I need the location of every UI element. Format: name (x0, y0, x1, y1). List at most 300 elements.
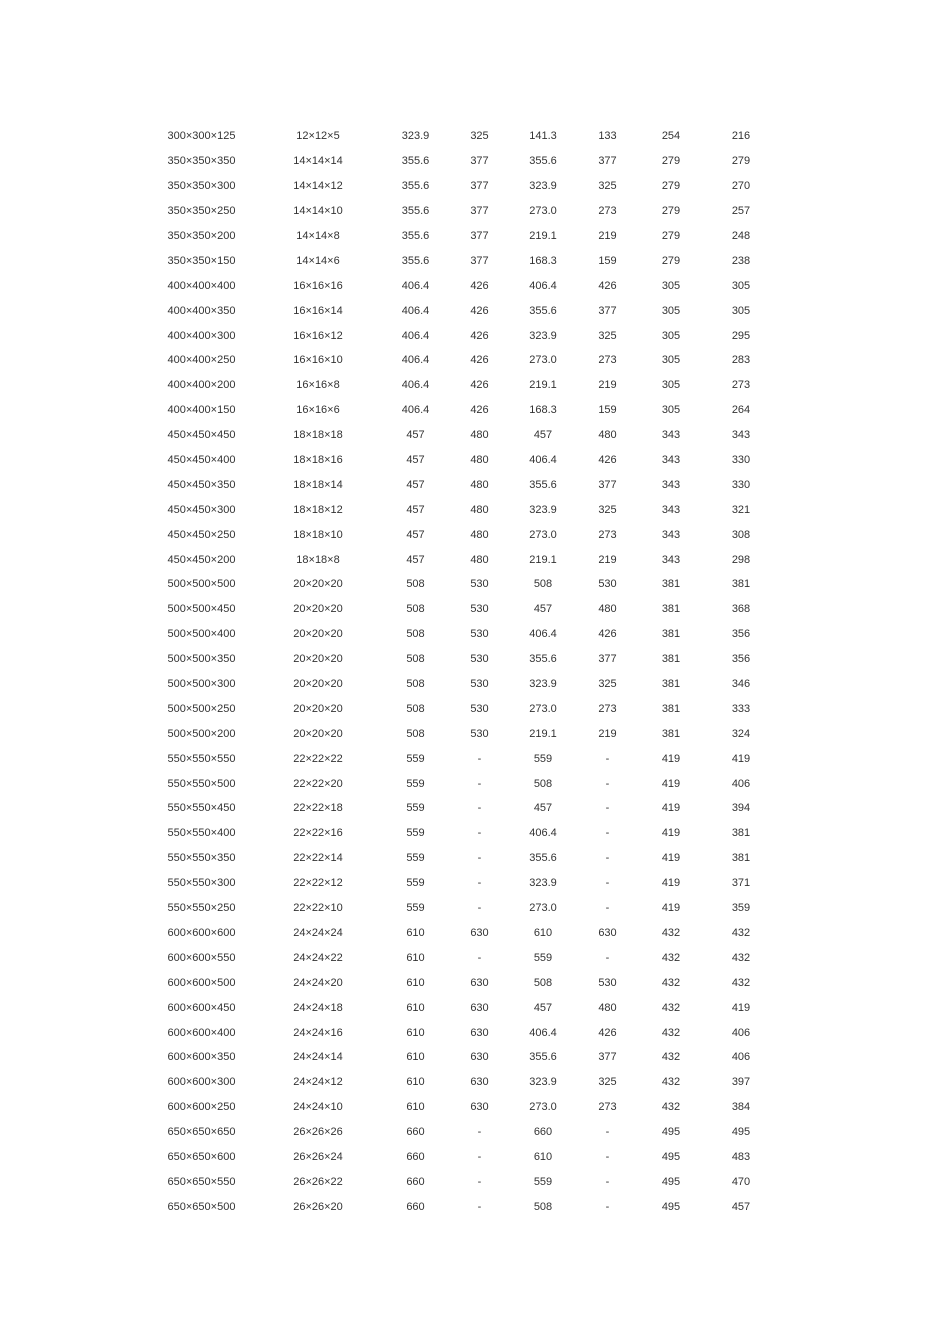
table-cell: 377 (598, 653, 617, 666)
table-cell: 323.9 (529, 877, 557, 890)
table-cell: 630 (470, 1001, 489, 1014)
table-cell: 406.4 (401, 354, 430, 367)
table-cell: 325 (598, 678, 617, 691)
table-cell: 273 (731, 379, 751, 392)
table-row (150, 273, 780, 298)
table-cell: 419 (731, 752, 751, 765)
table-cell: 377 (470, 155, 489, 168)
table-cell: 20×20×20 (293, 653, 343, 666)
pipe-fitting-spec-table (150, 124, 780, 1219)
table-row (150, 1070, 780, 1095)
table-cell: 350×350×350 (167, 155, 236, 168)
table-cell: 432 (661, 926, 681, 939)
table-cell: 323.9 (529, 180, 557, 193)
table-row (150, 846, 780, 871)
table-cell: 406.4 (401, 279, 430, 292)
table-cell: 343 (661, 553, 681, 566)
table-cell: 450×450×250 (167, 528, 236, 541)
table-cell: 600×600×350 (167, 1051, 236, 1064)
table-cell: 323.9 (529, 678, 557, 691)
table-cell: 219.1 (529, 553, 557, 566)
table-cell: 600×600×600 (167, 926, 236, 939)
table-cell: 219 (598, 553, 617, 566)
table-cell: 308 (731, 528, 751, 541)
table-row (150, 1145, 780, 1170)
table-cell: 26×26×22 (293, 1175, 343, 1188)
table-cell: 141.3 (529, 130, 557, 143)
table-cell: 432 (661, 951, 681, 964)
table-cell: 16×16×12 (293, 329, 343, 342)
table-cell: 610 (406, 1051, 425, 1064)
table-cell: - (605, 777, 610, 790)
table-cell: 333 (731, 702, 751, 715)
table-cell: 419 (661, 752, 681, 765)
table-cell: - (477, 777, 482, 790)
table-cell: 18×18×14 (293, 478, 343, 491)
table-cell: 20×20×20 (293, 578, 343, 591)
table-cell: 355.6 (529, 155, 557, 168)
table-cell: 406.4 (401, 304, 430, 317)
table-cell: 377 (470, 254, 489, 267)
table-cell: 426 (470, 304, 489, 317)
table-row (150, 1194, 780, 1219)
table-row (150, 622, 780, 647)
table-cell: 508 (533, 578, 553, 591)
table-row (150, 199, 780, 224)
table-cell: 279 (731, 155, 751, 168)
table-cell: 159 (598, 254, 617, 267)
table-cell: 400×400×150 (167, 404, 236, 417)
table-cell: 325 (598, 1076, 617, 1089)
table-row (150, 871, 780, 896)
table-cell: 480 (470, 429, 489, 442)
table-row (150, 124, 780, 149)
table-row (150, 174, 780, 199)
table-cell: 500×500×450 (167, 603, 236, 616)
table-cell: - (477, 1175, 482, 1188)
table-cell: 20×20×20 (293, 702, 343, 715)
table-cell: 14×14×14 (293, 155, 343, 168)
table-cell: 406.4 (529, 827, 557, 840)
table-cell: 559 (406, 877, 425, 890)
table-cell: 630 (470, 976, 489, 989)
table-cell: 26×26×24 (293, 1150, 343, 1163)
table-cell: 419 (661, 802, 681, 815)
table-cell: 325 (470, 130, 489, 143)
table-cell: 550×550×250 (167, 902, 236, 915)
table-cell: 530 (598, 976, 617, 989)
table-cell: 600×600×550 (167, 951, 236, 964)
table-row (150, 547, 780, 572)
table-cell: 550×550×450 (167, 802, 236, 815)
table-cell: 219.1 (529, 727, 557, 740)
table-cell: 22×22×10 (293, 902, 343, 915)
table-cell: 279 (661, 155, 681, 168)
table-cell: 355.6 (529, 852, 557, 865)
table-cell: 400×400×200 (167, 379, 236, 392)
table-cell: 450×450×300 (167, 503, 236, 516)
table-cell: 381 (661, 628, 681, 641)
table-cell: 400×400×400 (167, 279, 236, 292)
table-row (150, 348, 780, 373)
table-cell: 495 (731, 1126, 751, 1139)
table-cell: 660 (406, 1175, 425, 1188)
table-cell: 273 (598, 205, 617, 218)
table-cell: 432 (661, 1026, 681, 1039)
table-cell: 426 (598, 454, 617, 467)
table-cell: 22×22×14 (293, 852, 343, 865)
table-cell: 394 (731, 802, 751, 815)
table-cell: 323.9 (529, 1076, 557, 1089)
table-cell: 273.0 (529, 1101, 557, 1114)
table-cell: 559 (406, 827, 425, 840)
table-cell: 530 (470, 727, 489, 740)
table-cell: 377 (470, 205, 489, 218)
table-cell: 22×22×22 (293, 752, 343, 765)
table-cell: 219 (598, 379, 617, 392)
table-cell: 279 (661, 205, 681, 218)
table-cell: 16×16×8 (296, 379, 340, 392)
table-cell: 419 (661, 902, 681, 915)
table-cell: 610 (406, 1001, 425, 1014)
table-cell: 350×350×200 (167, 230, 236, 242)
table-cell: 26×26×26 (293, 1126, 343, 1139)
table-cell: 610 (533, 1150, 553, 1163)
table-row (150, 398, 780, 423)
table-cell: 384 (731, 1101, 751, 1114)
table-cell: 457 (406, 503, 425, 516)
table-cell: 660 (406, 1200, 425, 1213)
table-row (150, 945, 780, 970)
table-cell: 530 (470, 603, 489, 616)
table-cell: 381 (661, 727, 681, 740)
table-cell: 359 (731, 902, 751, 915)
table-cell: 500×500×400 (167, 628, 236, 641)
table-cell: 133 (598, 130, 617, 143)
table-cell: 305 (661, 304, 681, 317)
table-cell: 330 (731, 454, 751, 467)
table-row (150, 248, 780, 273)
table-cell: 480 (598, 429, 617, 442)
table-cell: 321 (731, 503, 751, 516)
table-cell: 650×650×500 (167, 1200, 236, 1213)
table-cell: - (477, 1126, 482, 1139)
table-cell: - (605, 877, 610, 890)
table-cell: 432 (731, 976, 751, 989)
table-cell: 660 (406, 1126, 425, 1139)
table-cell: 480 (598, 1001, 617, 1014)
table-cell: 238 (731, 254, 751, 267)
table-cell: 355.6 (529, 304, 557, 317)
table-cell: 305 (661, 404, 681, 417)
table-cell: 426 (470, 354, 489, 367)
table-cell: 343 (731, 429, 751, 442)
table-cell: 457 (533, 429, 553, 442)
table-cell: 432 (731, 926, 751, 939)
table-cell: - (605, 1200, 610, 1213)
table-cell: 426 (470, 279, 489, 292)
table-cell: 432 (661, 1051, 681, 1064)
table-cell: 20×20×20 (293, 727, 343, 740)
table-cell: 550×550×300 (167, 877, 236, 890)
table-cell: 419 (661, 877, 681, 890)
table-cell: 24×24×12 (293, 1076, 343, 1089)
table-cell: 432 (661, 1001, 681, 1014)
table-row (150, 995, 780, 1020)
table-cell: 650×650×650 (167, 1126, 236, 1139)
table-cell: 432 (731, 951, 751, 964)
table-row (150, 796, 780, 821)
table-cell: - (477, 827, 482, 840)
table-cell: 325 (598, 329, 617, 342)
table-row (150, 522, 780, 547)
table-cell: 406.4 (401, 404, 430, 417)
table-cell: 406.4 (529, 454, 557, 467)
table-cell: 298 (731, 553, 751, 566)
table-cell: 20×20×20 (293, 603, 343, 616)
table-cell: 426 (470, 329, 489, 342)
table-cell: 24×24×24 (293, 926, 343, 939)
table-cell: 406.4 (401, 379, 430, 392)
table-cell: 495 (661, 1126, 681, 1139)
table-cell: 600×600×400 (167, 1026, 236, 1039)
table-row (150, 1020, 780, 1045)
table-cell: 559 (406, 852, 425, 865)
table-cell: 343 (661, 528, 681, 541)
table-row (150, 746, 780, 771)
table-cell: 377 (598, 155, 617, 168)
table-cell: 273 (598, 1101, 617, 1114)
spec-table-body (150, 124, 780, 1219)
table-cell: - (605, 1126, 610, 1139)
table-cell: 495 (661, 1150, 681, 1163)
table-cell: 508 (406, 578, 425, 591)
table-cell: 22×22×12 (293, 877, 343, 890)
table-cell: 400×400×300 (167, 329, 236, 342)
table-cell: 426 (598, 628, 617, 641)
table-cell: 377 (470, 230, 489, 242)
table-cell: 305 (661, 279, 681, 292)
table-cell: 16×16×14 (293, 304, 343, 317)
table-cell: 630 (470, 1101, 489, 1114)
table-cell: 508 (406, 727, 425, 740)
table-cell: 22×22×16 (293, 827, 343, 840)
table-cell: 480 (470, 503, 489, 516)
table-cell: - (477, 1200, 482, 1213)
table-cell: 24×24×22 (293, 951, 343, 964)
table-cell: 14×14×12 (293, 180, 343, 193)
table-cell: 457 (406, 478, 425, 491)
table-cell: 457 (406, 454, 425, 467)
table-row (150, 721, 780, 746)
table-cell: 559 (406, 777, 425, 790)
table-cell: 530 (470, 628, 489, 641)
table-cell: 355.6 (401, 254, 430, 267)
table-cell: 426 (470, 404, 489, 417)
table-cell: - (477, 1150, 482, 1163)
table-cell: 346 (731, 678, 751, 691)
table-cell: 450×450×350 (167, 478, 236, 491)
table-cell: 350×350×300 (167, 180, 236, 193)
table-cell: 219 (598, 230, 617, 242)
table-row (150, 149, 780, 174)
table-cell: - (605, 1175, 610, 1188)
table-cell: 660 (533, 1126, 553, 1139)
table-cell: 355.6 (401, 230, 430, 242)
table-cell: 406 (731, 777, 751, 790)
table-cell: 508 (406, 603, 425, 616)
table-cell: 559 (533, 752, 553, 765)
table-cell: 377 (470, 180, 489, 193)
table-cell: 500×500×350 (167, 653, 236, 666)
table-row (150, 448, 780, 473)
table-cell: 650×650×600 (167, 1150, 236, 1163)
table-cell: 295 (731, 329, 751, 342)
table-cell: 381 (661, 678, 681, 691)
table-cell: 419 (731, 1001, 751, 1014)
table-cell: 323.9 (529, 329, 557, 342)
table-cell: 610 (406, 926, 425, 939)
table-cell: 400×400×250 (167, 354, 236, 367)
table-cell: 16×16×10 (293, 354, 343, 367)
table-cell: 18×18×10 (293, 528, 343, 541)
table-cell: 426 (470, 379, 489, 392)
table-cell: 264 (731, 404, 751, 417)
table-cell: 14×14×8 (296, 230, 340, 242)
table-cell: 273.0 (529, 354, 557, 367)
table-cell: - (605, 852, 610, 865)
table-cell: 610 (406, 1101, 425, 1114)
table-cell: 219.1 (529, 379, 557, 392)
table-cell: 457 (533, 603, 553, 616)
table-cell: 432 (661, 1076, 681, 1089)
table-cell: 355.6 (401, 180, 430, 193)
table-cell: 216 (731, 130, 751, 143)
table-cell: 24×24×14 (293, 1051, 343, 1064)
table-cell: 325 (598, 180, 617, 193)
table-cell: 20×20×20 (293, 628, 343, 641)
table-cell: - (605, 951, 610, 964)
table-cell: 305 (661, 379, 681, 392)
table-cell: 530 (470, 678, 489, 691)
table-cell: 300×300×125 (167, 130, 236, 143)
table-cell: 500×500×200 (167, 727, 236, 740)
table-cell: 305 (661, 354, 681, 367)
table-cell: 24×24×20 (293, 976, 343, 989)
table-cell: 559 (406, 902, 425, 915)
table-cell: 500×500×300 (167, 678, 236, 691)
table-row (150, 696, 780, 721)
table-cell: 495 (661, 1200, 681, 1213)
table-cell: 377 (598, 478, 617, 491)
table-cell: 495 (661, 1175, 681, 1188)
table-cell: 419 (661, 827, 681, 840)
table-cell: 305 (731, 304, 751, 317)
table-row (150, 224, 780, 249)
table-cell: 219 (598, 727, 617, 740)
table-cell: 219.1 (529, 230, 557, 242)
table-cell: 406.4 (529, 1026, 557, 1039)
table-row (150, 423, 780, 448)
table-row (150, 373, 780, 398)
table-cell: 406 (731, 1026, 751, 1039)
table-row (150, 1120, 780, 1145)
table-row (150, 970, 780, 995)
table-cell: 159 (598, 404, 617, 417)
table-cell: 406.4 (529, 628, 557, 641)
table-cell: 371 (731, 877, 751, 890)
table-cell: 381 (731, 827, 751, 840)
table-cell: - (605, 802, 610, 815)
table-cell: 432 (661, 1101, 681, 1114)
table-cell: 343 (661, 429, 681, 442)
table-cell: 279 (661, 254, 681, 267)
table-cell: 406 (731, 1051, 751, 1064)
table-row (150, 572, 780, 597)
table-cell: 400×400×350 (167, 304, 236, 317)
table-cell: 500×500×250 (167, 702, 236, 715)
table-cell: 660 (406, 1150, 425, 1163)
table-cell: 630 (470, 1026, 489, 1039)
table-cell: 248 (731, 230, 751, 242)
table-cell: 457 (406, 553, 425, 566)
table-row (150, 1095, 780, 1120)
table-cell: 480 (470, 553, 489, 566)
table-cell: 381 (661, 653, 681, 666)
table-row (150, 298, 780, 323)
table-cell: 273.0 (529, 902, 557, 915)
table-cell: 480 (598, 603, 617, 616)
table-cell: 450×450×450 (167, 429, 236, 442)
table-cell: 18×18×8 (296, 553, 340, 566)
table-cell: 406.4 (529, 279, 557, 292)
table-cell: 305 (661, 329, 681, 342)
table-cell: 368 (731, 603, 751, 616)
table-cell: - (605, 902, 610, 915)
table-row (150, 472, 780, 497)
table-row (150, 896, 780, 921)
table-cell: 550×550×500 (167, 777, 236, 790)
table-cell: 24×24×18 (293, 1001, 343, 1014)
table-cell: - (477, 902, 482, 915)
table-cell: 508 (533, 976, 553, 989)
table-cell: 14×14×6 (296, 254, 340, 267)
table-cell: 610 (533, 926, 553, 939)
table-cell: 381 (661, 603, 681, 616)
table-cell: 24×24×16 (293, 1026, 343, 1039)
table-cell: 26×26×20 (293, 1200, 343, 1213)
table-cell: 350×350×250 (167, 205, 236, 218)
table-cell: 508 (533, 777, 553, 790)
table-cell: 16×16×16 (293, 279, 343, 292)
table-cell: - (477, 877, 482, 890)
table-cell: 610 (406, 976, 425, 989)
table-cell: 273.0 (529, 205, 557, 218)
table-cell: 381 (731, 852, 751, 865)
table-cell: 483 (731, 1150, 751, 1163)
table-cell: 419 (661, 852, 681, 865)
table-cell: 559 (533, 1175, 553, 1188)
table-cell: 168.3 (529, 404, 557, 417)
table-cell: 508 (406, 678, 425, 691)
table-cell: 323.9 (401, 130, 430, 143)
table-cell: 381 (661, 702, 681, 715)
table-cell: 330 (731, 478, 751, 491)
table-cell: 273 (598, 354, 617, 367)
table-cell: 18×18×16 (293, 454, 343, 467)
table-cell: 426 (598, 279, 617, 292)
table-cell: 279 (661, 230, 681, 242)
